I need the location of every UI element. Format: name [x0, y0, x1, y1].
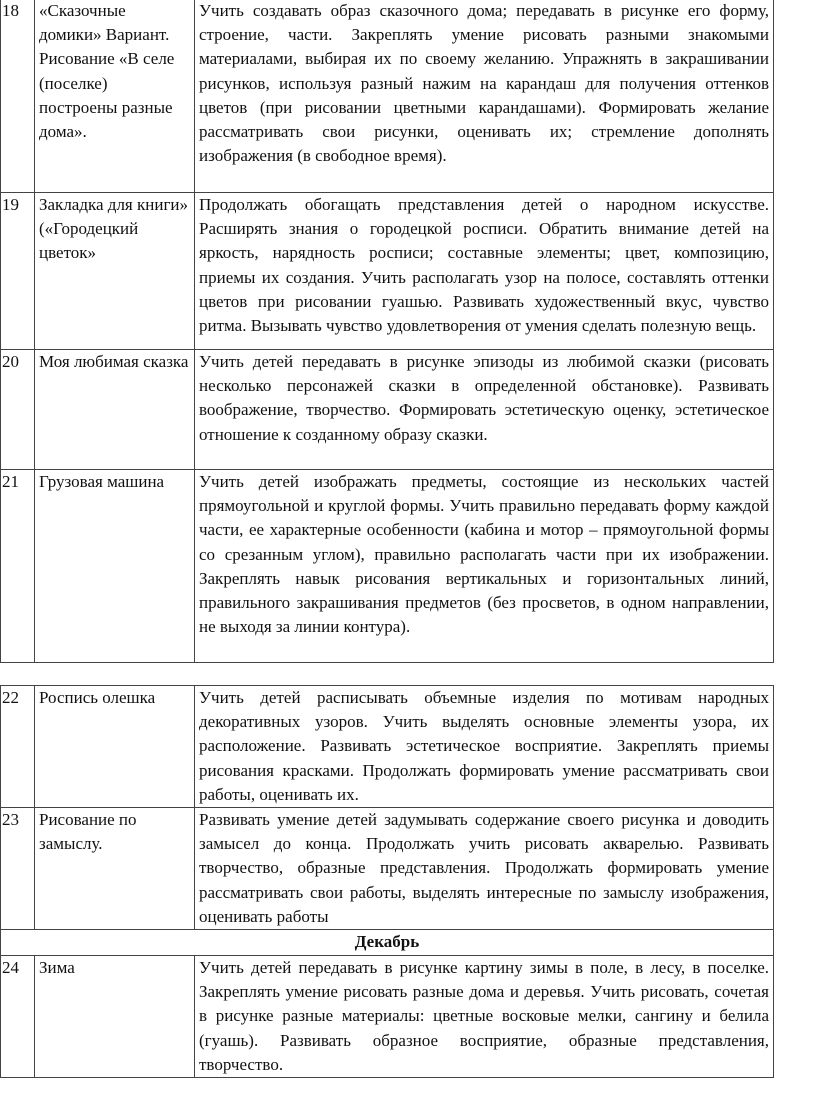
table-row — [1, 808, 774, 930]
lesson-number: 22 — [1, 686, 35, 808]
table-row — [1, 470, 774, 663]
month-header: Декабрь — [1, 930, 774, 956]
table-row — [1, 350, 774, 470]
lesson-description: Учить детей расписывать объемные изделия по мотивам народных декоративных узоров. Учить выделять основные элементы узора, их расположение. Развивать эстетическое восприятие. Закреплять приемы рисования красками. Продолжать формировать умение рассматривать свои работы, оценивать их. — [195, 686, 774, 808]
lesson-topic: Закладка для книги» («Городецкий цветок» — [35, 193, 195, 350]
lesson-description: Развивать умение детей задумывать содержание своего рисунка и доводить замысел до конца. Продолжать учить рисовать акварелью. Развивать творчество, образные представления. Продолжать формировать умение рассматривать свои работы, выделять интересные по замыслу изображения, оценивать работы — [195, 808, 774, 930]
lesson-topic: Роспись олешка — [35, 686, 195, 808]
lesson-table-2 — [0, 685, 774, 1078]
lesson-topic: Грузовая машина — [35, 470, 195, 663]
lesson-topic: Моя любимая сказка — [35, 350, 195, 470]
lesson-number: 18 — [1, 0, 35, 193]
lesson-description: Продолжать обогащать представления детей о народном искусстве. Расширять знания о городецкой росписи. Обратить внимание детей на яркость, нарядность росписи; составные элементы; цвет, композицию, приемы их создания. Учить располагать узор на полосе, составлять оттенки цветов при рисовании гуашью. Развивать художественный вкус, чувство ритма. Вызывать чувство удовлетворения от умения сделать полезную вещь. — [195, 193, 774, 350]
lesson-description: Учить создавать образ сказочного дома; передавать в рисунке его форму, строение, части. Закреплять умение рисовать разными знакомыми материалами, выбирая их по своему желанию. Упражнять в закрашивании рисунков, используя разный нажим на карандаш для получения оттенков цветов (при рисовании цветными карандашами). Формировать желание рассматривать свои рисунки, оценивать их; стремление дополнять изображения (в свободное время). — [195, 0, 774, 193]
lesson-description: Учить детей изображать предметы, состоящие из нескольких частей прямоугольной и круглой формы. Учить правильно передавать форму каждой части, ее характерные особенности (кабина и мотор – прямоугольной формы со срезанным углом), правильно располагать части при их изображении. Закреплять навык рисования вертикальных и горизонтальных линий, правильного закрашивания предметов (без просветов, в одном направлении, не выходя за линии контура). — [195, 470, 774, 663]
lesson-topic: «Сказочные домики» Вариант. Рисование «В селе (поселке) построены разные дома». — [35, 0, 195, 193]
lesson-description: Учить детей передавать в рисунке эпизоды из любимой сказки (рисовать несколько персонажей сказки в определенной обстановке). Развивать воображение, творчество. Формировать эстетическую оценку, эстетическое отношение к созданному образу сказки. — [195, 350, 774, 470]
lesson-number: 20 — [1, 350, 35, 470]
table-row — [1, 956, 774, 1078]
lesson-topic: Рисование по замыслу. — [35, 808, 195, 930]
lesson-number: 19 — [1, 193, 35, 350]
table-row — [1, 193, 774, 350]
table-row — [1, 0, 774, 193]
lesson-description: Учить детей передавать в рисунке картину зимы в поле, в лесу, в поселке. Закреплять умение рисовать разные дома и деревья. Учить рисовать, сочетая в рисунке разные материалы: цветные восковые мелки, сангину и белила (гуашь). Развивать образное восприятие, образные представления, творчество. — [195, 956, 774, 1078]
lesson-number: 24 — [1, 956, 35, 1078]
lesson-number: 23 — [1, 808, 35, 930]
lesson-number: 21 — [1, 470, 35, 663]
table-row — [1, 686, 774, 808]
month-header-row — [1, 930, 774, 956]
lesson-topic: Зима — [35, 956, 195, 1078]
